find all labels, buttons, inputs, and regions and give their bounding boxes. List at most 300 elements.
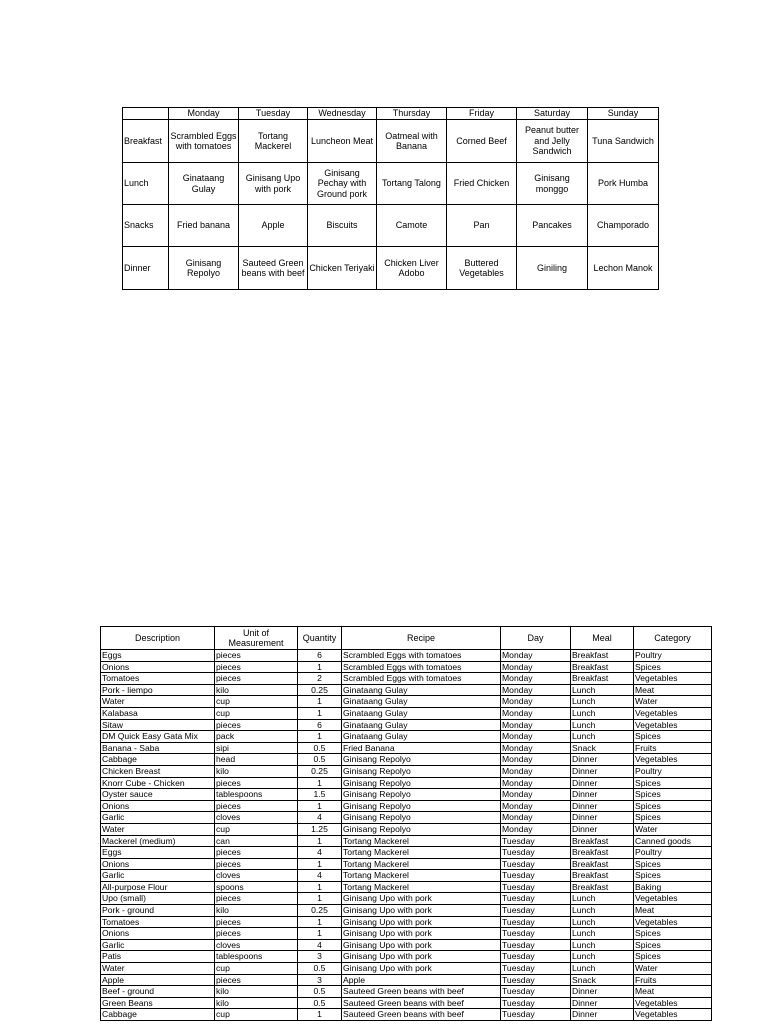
weekly-meal-plan-table xyxy=(122,107,659,290)
ingredients-table xyxy=(100,626,712,1021)
description-cell: Green Beans xyxy=(101,997,215,1009)
ingredients-header-row xyxy=(101,627,712,650)
description-cell: DM Quick Easy Gata Mix xyxy=(101,731,215,743)
day-cell: Tuesday xyxy=(501,870,571,882)
column-header-category: Category xyxy=(634,627,712,650)
quantity-cell: 0.5 xyxy=(298,754,342,766)
recipe-cell: Ginisang Repolyo xyxy=(342,800,501,812)
table-row xyxy=(101,789,712,801)
unit-cell: pieces xyxy=(215,974,298,986)
unit-cell: kilo xyxy=(215,684,298,696)
unit-cell: tablespoons xyxy=(215,951,298,963)
recipe-cell: Sauteed Green beans with beef xyxy=(342,1009,501,1021)
unit-cell: kilo xyxy=(215,905,298,917)
description-cell: Sitaw xyxy=(101,719,215,731)
meal-cell: Lunch xyxy=(571,731,634,743)
meal-plan-cell: Fried Chicken xyxy=(447,163,517,205)
meal-cell: Lunch xyxy=(571,684,634,696)
recipe-cell: Apple xyxy=(342,974,501,986)
recipe-cell: Ginisang Repolyo xyxy=(342,777,501,789)
table-row xyxy=(101,974,712,986)
table-row xyxy=(101,847,712,859)
column-header-day: Day xyxy=(501,627,571,650)
unit-cell: cup xyxy=(215,1009,298,1021)
day-cell: Monday xyxy=(501,696,571,708)
description-cell: Water xyxy=(101,823,215,835)
day-cell: Monday xyxy=(501,673,571,685)
category-cell: Poultry xyxy=(634,765,712,777)
description-cell: Kalabasa xyxy=(101,707,215,719)
meal-cell: Breakfast xyxy=(571,650,634,662)
meal-cell: Dinner xyxy=(571,986,634,998)
table-row xyxy=(101,1009,712,1021)
recipe-cell: Scrambled Eggs with tomatoes xyxy=(342,661,501,673)
unit-cell: pieces xyxy=(215,928,298,940)
day-cell: Tuesday xyxy=(501,916,571,928)
day-cell: Tuesday xyxy=(501,997,571,1009)
table-row xyxy=(101,684,712,696)
meal-cell: Breakfast xyxy=(571,881,634,893)
description-cell: Onions xyxy=(101,800,215,812)
meal-cell: Snack xyxy=(571,742,634,754)
meal-plan-cell: Oatmeal with Banana xyxy=(377,120,447,163)
quantity-cell: 0.25 xyxy=(298,684,342,696)
unit-cell: pieces xyxy=(215,916,298,928)
recipe-cell: Tortang Mackerel xyxy=(342,847,501,859)
meal-plan-cell: Pan xyxy=(447,205,517,247)
meal-cell: Dinner xyxy=(571,765,634,777)
table-row xyxy=(101,742,712,754)
category-cell: Vegetables xyxy=(634,893,712,905)
unit-cell: pieces xyxy=(215,893,298,905)
unit-cell: pieces xyxy=(215,650,298,662)
meal-cell: Lunch xyxy=(571,928,634,940)
recipe-cell: Ginataang Gulay xyxy=(342,719,501,731)
meal-cell: Lunch xyxy=(571,719,634,731)
meal-cell: Breakfast xyxy=(571,870,634,882)
table-row xyxy=(101,812,712,824)
recipe-cell: Scrambled Eggs with tomatoes xyxy=(342,650,501,662)
description-cell: Beef - ground xyxy=(101,986,215,998)
day-cell: Monday xyxy=(501,661,571,673)
recipe-cell: Ginisang Upo with pork xyxy=(342,963,501,975)
quantity-cell: 4 xyxy=(298,870,342,882)
category-cell: Spices xyxy=(634,870,712,882)
meal-cell: Lunch xyxy=(571,707,634,719)
day-cell: Monday xyxy=(501,823,571,835)
meal-cell: Snack xyxy=(571,974,634,986)
meal-cell: Breakfast xyxy=(571,673,634,685)
recipe-cell: Ginisang Upo with pork xyxy=(342,905,501,917)
unit-cell: kilo xyxy=(215,765,298,777)
column-header-unit: Unit of Measurement xyxy=(215,627,298,650)
table-row xyxy=(101,916,712,928)
table-row xyxy=(101,673,712,685)
day-cell: Monday xyxy=(501,789,571,801)
day-cell: Monday xyxy=(501,650,571,662)
meal-plan-cell: Ginataang Gulay xyxy=(169,163,239,205)
description-cell: Water xyxy=(101,963,215,975)
meal-label: Breakfast xyxy=(123,120,169,163)
meal-cell: Lunch xyxy=(571,893,634,905)
category-cell: Vegetables xyxy=(634,754,712,766)
table-row xyxy=(101,951,712,963)
recipe-cell: Ginisang Upo with pork xyxy=(342,893,501,905)
table-row xyxy=(101,893,712,905)
quantity-cell: 1.5 xyxy=(298,789,342,801)
category-cell: Poultry xyxy=(634,650,712,662)
unit-cell: cup xyxy=(215,823,298,835)
quantity-cell: 1 xyxy=(298,731,342,743)
column-header-meal: Meal xyxy=(571,627,634,650)
day-header: Saturday xyxy=(517,108,588,120)
table-row xyxy=(101,661,712,673)
meal-cell: Lunch xyxy=(571,963,634,975)
meal-plan-cell: Camote xyxy=(377,205,447,247)
unit-cell: sipi xyxy=(215,742,298,754)
day-cell: Tuesday xyxy=(501,1009,571,1021)
unit-cell: cup xyxy=(215,696,298,708)
category-cell: Spices xyxy=(634,800,712,812)
meal-plan-cell: Apple xyxy=(239,205,308,247)
description-cell: Garlic xyxy=(101,939,215,951)
meal-cell: Dinner xyxy=(571,777,634,789)
meal-cell: Dinner xyxy=(571,754,634,766)
unit-cell: cup xyxy=(215,963,298,975)
description-cell: Eggs xyxy=(101,847,215,859)
day-cell: Tuesday xyxy=(501,881,571,893)
unit-cell: cloves xyxy=(215,812,298,824)
meal-plan-cell: Tortang Mackerel xyxy=(239,120,308,163)
day-cell: Tuesday xyxy=(501,928,571,940)
day-header: Tuesday xyxy=(239,108,308,120)
meal-cell: Lunch xyxy=(571,916,634,928)
table-row xyxy=(101,986,712,998)
recipe-cell: Ginataang Gulay xyxy=(342,684,501,696)
recipe-cell: Ginataang Gulay xyxy=(342,696,501,708)
day-cell: Monday xyxy=(501,765,571,777)
meal-plan-cell: Ginisang Pechay with Ground pork xyxy=(308,163,377,205)
unit-cell: pieces xyxy=(215,673,298,685)
meal-plan-cell: Peanut butter and Jelly Sandwich xyxy=(517,120,588,163)
quantity-cell: 0.5 xyxy=(298,742,342,754)
description-cell: Tomatoes xyxy=(101,673,215,685)
unit-cell: cloves xyxy=(215,939,298,951)
description-cell: Banana - Saba xyxy=(101,742,215,754)
category-cell: Meat xyxy=(634,684,712,696)
table-row xyxy=(101,823,712,835)
category-cell: Vegetables xyxy=(634,707,712,719)
table-row xyxy=(101,765,712,777)
unit-cell: tablespoons xyxy=(215,789,298,801)
quantity-cell: 4 xyxy=(298,847,342,859)
day-header: Sunday xyxy=(588,108,659,120)
unit-cell: spoons xyxy=(215,881,298,893)
quantity-cell: 1.25 xyxy=(298,823,342,835)
meal-plan-cell: Fried banana xyxy=(169,205,239,247)
description-cell: Oyster sauce xyxy=(101,789,215,801)
description-cell: Eggs xyxy=(101,650,215,662)
table-row xyxy=(101,835,712,847)
meal-plan-cell: Giniling xyxy=(517,247,588,290)
recipe-cell: Ginisang Repolyo xyxy=(342,765,501,777)
recipe-cell: Ginisang Repolyo xyxy=(342,789,501,801)
description-cell: Onions xyxy=(101,661,215,673)
day-cell: Tuesday xyxy=(501,905,571,917)
quantity-cell: 3 xyxy=(298,974,342,986)
quantity-cell: 6 xyxy=(298,650,342,662)
table-row xyxy=(101,719,712,731)
meal-plan-cell: Ginisang monggo xyxy=(517,163,588,205)
unit-cell: pack xyxy=(215,731,298,743)
category-cell: Vegetables xyxy=(634,916,712,928)
meal-plan-cell: Pancakes xyxy=(517,205,588,247)
category-cell: Vegetables xyxy=(634,673,712,685)
day-cell: Tuesday xyxy=(501,835,571,847)
unit-cell: cloves xyxy=(215,870,298,882)
meal-cell: Lunch xyxy=(571,905,634,917)
meal-cell: Dinner xyxy=(571,997,634,1009)
meal-cell: Breakfast xyxy=(571,847,634,859)
category-cell: Meat xyxy=(634,905,712,917)
meal-label: Snacks xyxy=(123,205,169,247)
description-cell: Pork - ground xyxy=(101,905,215,917)
table-row xyxy=(101,928,712,940)
category-cell: Spices xyxy=(634,858,712,870)
category-cell: Spices xyxy=(634,777,712,789)
day-cell: Monday xyxy=(501,707,571,719)
recipe-cell: Tortang Mackerel xyxy=(342,835,501,847)
meal-plan-cell: Chicken Teriyaki xyxy=(308,247,377,290)
quantity-cell: 4 xyxy=(298,812,342,824)
quantity-cell: 0.25 xyxy=(298,905,342,917)
category-cell: Poultry xyxy=(634,847,712,859)
unit-cell: pieces xyxy=(215,858,298,870)
category-cell: Water xyxy=(634,823,712,835)
column-header-recipe: Recipe xyxy=(342,627,501,650)
category-cell: Baking xyxy=(634,881,712,893)
description-cell: Apple xyxy=(101,974,215,986)
meal-row xyxy=(123,120,659,163)
quantity-cell: 1 xyxy=(298,858,342,870)
meal-plan-cell: Pork Humba xyxy=(588,163,659,205)
category-cell: Fruits xyxy=(634,742,712,754)
day-cell: Monday xyxy=(501,800,571,812)
meal-cell: Lunch xyxy=(571,696,634,708)
meal-plan-cell: Champorado xyxy=(588,205,659,247)
recipe-cell: Tortang Mackerel xyxy=(342,881,501,893)
meal-cell: Breakfast xyxy=(571,661,634,673)
category-cell: Meat xyxy=(634,986,712,998)
category-cell: Spices xyxy=(634,928,712,940)
meal-plan-cell: Ginisang Upo with pork xyxy=(239,163,308,205)
day-header: Thursday xyxy=(377,108,447,120)
quantity-cell: 0.5 xyxy=(298,963,342,975)
recipe-cell: Fried Banana xyxy=(342,742,501,754)
corner-cell xyxy=(123,108,169,120)
day-cell: Monday xyxy=(501,742,571,754)
meal-plan-cell: Biscuits xyxy=(308,205,377,247)
day-header: Wednesday xyxy=(308,108,377,120)
meal-cell: Lunch xyxy=(571,951,634,963)
quantity-cell: 1 xyxy=(298,928,342,940)
day-cell: Tuesday xyxy=(501,939,571,951)
quantity-cell: 0.5 xyxy=(298,997,342,1009)
description-cell: Patis xyxy=(101,951,215,963)
category-cell: Spices xyxy=(634,939,712,951)
day-cell: Monday xyxy=(501,812,571,824)
meal-row xyxy=(123,205,659,247)
meal-cell: Dinner xyxy=(571,823,634,835)
day-cell: Tuesday xyxy=(501,893,571,905)
day-cell: Tuesday xyxy=(501,974,571,986)
quantity-cell: 1 xyxy=(298,835,342,847)
unit-cell: pieces xyxy=(215,800,298,812)
recipe-cell: Scrambled Eggs with tomatoes xyxy=(342,673,501,685)
description-cell: Cabbage xyxy=(101,754,215,766)
meal-cell: Dinner xyxy=(571,1009,634,1021)
description-cell: Upo (small) xyxy=(101,893,215,905)
quantity-cell: 4 xyxy=(298,939,342,951)
unit-cell: pieces xyxy=(215,847,298,859)
description-cell: Onions xyxy=(101,858,215,870)
recipe-cell: Ginataang Gulay xyxy=(342,731,501,743)
table-row xyxy=(101,800,712,812)
table-row xyxy=(101,731,712,743)
recipe-cell: Tortang Mackerel xyxy=(342,870,501,882)
meal-label: Dinner xyxy=(123,247,169,290)
description-cell: Knorr Cube - Chicken xyxy=(101,777,215,789)
recipe-cell: Ginisang Upo with pork xyxy=(342,928,501,940)
meal-plan-header-row xyxy=(123,108,659,120)
meal-plan-cell: Corned Beef xyxy=(447,120,517,163)
quantity-cell: 2 xyxy=(298,673,342,685)
quantity-cell: 0.5 xyxy=(298,986,342,998)
recipe-cell: Ginisang Upo with pork xyxy=(342,916,501,928)
category-cell: Water xyxy=(634,696,712,708)
recipe-cell: Ginataang Gulay xyxy=(342,707,501,719)
unit-cell: kilo xyxy=(215,986,298,998)
day-cell: Tuesday xyxy=(501,963,571,975)
quantity-cell: 1 xyxy=(298,661,342,673)
recipe-cell: Ginisang Repolyo xyxy=(342,812,501,824)
unit-cell: cup xyxy=(215,707,298,719)
meal-row xyxy=(123,163,659,205)
table-row xyxy=(101,997,712,1009)
meal-cell: Breakfast xyxy=(571,835,634,847)
recipe-cell: Ginisang Repolyo xyxy=(342,823,501,835)
category-cell: Spices xyxy=(634,731,712,743)
unit-cell: can xyxy=(215,835,298,847)
category-cell: Water xyxy=(634,963,712,975)
description-cell: Water xyxy=(101,696,215,708)
table-row xyxy=(101,858,712,870)
table-row xyxy=(101,707,712,719)
category-cell: Vegetables xyxy=(634,1009,712,1021)
day-cell: Monday xyxy=(501,754,571,766)
description-cell: Onions xyxy=(101,928,215,940)
category-cell: Vegetables xyxy=(634,997,712,1009)
meal-plan-cell: Lechon Manok xyxy=(588,247,659,290)
description-cell: Cabbage xyxy=(101,1009,215,1021)
quantity-cell: 1 xyxy=(298,1009,342,1021)
category-cell: Spices xyxy=(634,812,712,824)
table-row xyxy=(101,905,712,917)
recipe-cell: Sauteed Green beans with beef xyxy=(342,997,501,1009)
description-cell: Tomatoes xyxy=(101,916,215,928)
table-row xyxy=(101,881,712,893)
description-cell: Garlic xyxy=(101,812,215,824)
meal-plan-cell: Luncheon Meat xyxy=(308,120,377,163)
day-cell: Monday xyxy=(501,731,571,743)
meal-plan-cell: Buttered Vegetables xyxy=(447,247,517,290)
table-row xyxy=(101,777,712,789)
description-cell: All-purpose Flour xyxy=(101,881,215,893)
day-cell: Tuesday xyxy=(501,986,571,998)
category-cell: Canned goods xyxy=(634,835,712,847)
meal-plan-cell: Sauteed Green beans with beef xyxy=(239,247,308,290)
table-row xyxy=(101,870,712,882)
meal-row xyxy=(123,247,659,290)
unit-cell: kilo xyxy=(215,997,298,1009)
meal-cell: Dinner xyxy=(571,800,634,812)
table-row xyxy=(101,754,712,766)
day-cell: Tuesday xyxy=(501,858,571,870)
meal-plan-cell: Ginisang Repolyo xyxy=(169,247,239,290)
table-row xyxy=(101,696,712,708)
unit-cell: head xyxy=(215,754,298,766)
quantity-cell: 1 xyxy=(298,707,342,719)
meal-cell: Lunch xyxy=(571,939,634,951)
meal-plan-cell: Tortang Talong xyxy=(377,163,447,205)
day-cell: Tuesday xyxy=(501,951,571,963)
unit-cell: pieces xyxy=(215,777,298,789)
description-cell: Chicken Breast xyxy=(101,765,215,777)
meal-plan-cell: Scrambled Eggs with tomatoes xyxy=(169,120,239,163)
day-cell: Tuesday xyxy=(501,847,571,859)
category-cell: Spices xyxy=(634,661,712,673)
quantity-cell: 1 xyxy=(298,893,342,905)
meal-cell: Dinner xyxy=(571,789,634,801)
recipe-cell: Ginisang Upo with pork xyxy=(342,951,501,963)
day-header: Monday xyxy=(169,108,239,120)
quantity-cell: 1 xyxy=(298,696,342,708)
meal-plan-cell: Tuna Sandwich xyxy=(588,120,659,163)
description-cell: Mackerel (medium) xyxy=(101,835,215,847)
day-cell: Monday xyxy=(501,684,571,696)
category-cell: Fruits xyxy=(634,974,712,986)
quantity-cell: 6 xyxy=(298,719,342,731)
meal-label: Lunch xyxy=(123,163,169,205)
table-row xyxy=(101,939,712,951)
day-header: Friday xyxy=(447,108,517,120)
column-header-quantity: Quantity xyxy=(298,627,342,650)
recipe-cell: Sauteed Green beans with beef xyxy=(342,986,501,998)
category-cell: Spices xyxy=(634,951,712,963)
description-cell: Pork - liempo xyxy=(101,684,215,696)
quantity-cell: 0.25 xyxy=(298,765,342,777)
description-cell: Garlic xyxy=(101,870,215,882)
unit-cell: pieces xyxy=(215,661,298,673)
category-cell: Vegetables xyxy=(634,719,712,731)
recipe-cell: Ginisang Upo with pork xyxy=(342,939,501,951)
column-header-description: Description xyxy=(101,627,215,650)
table-row xyxy=(101,963,712,975)
unit-cell: pieces xyxy=(215,719,298,731)
recipe-cell: Tortang Mackerel xyxy=(342,858,501,870)
table-row xyxy=(101,650,712,662)
quantity-cell: 1 xyxy=(298,881,342,893)
